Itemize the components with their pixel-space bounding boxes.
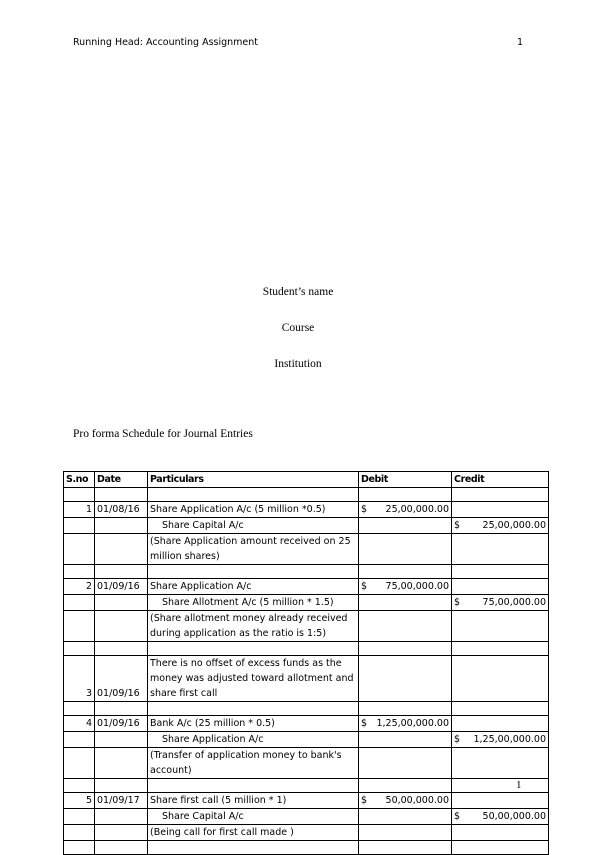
credit-particular: Share Allotment A/c (5 million * 1.5) bbox=[148, 595, 359, 611]
entry-number: 5 bbox=[64, 793, 95, 809]
table-row bbox=[64, 579, 549, 595]
credit-amount: 75,00,000.00 bbox=[482, 597, 546, 608]
credit-amount: 1,25,00,000.00 bbox=[473, 734, 546, 745]
entry-number: 3 bbox=[64, 656, 95, 702]
currency-symbol: $ bbox=[454, 734, 461, 745]
narration: (Share allotment money already received during application as the ratio is 1:5) bbox=[148, 611, 359, 642]
entry-date: 01/09/16 bbox=[95, 716, 148, 732]
credit-particular: Share Capital A/c bbox=[148, 518, 359, 534]
entry-date: 01/09/16 bbox=[95, 579, 148, 595]
currency-symbol: $ bbox=[454, 597, 461, 608]
col-header-particulars: Particulars bbox=[148, 472, 359, 488]
narration: (Share Application amount received on 25 million shares) bbox=[148, 534, 359, 565]
course: Course bbox=[281, 322, 315, 334]
blank-row bbox=[64, 488, 549, 502]
entry-note: There is no offset of excess funds as the money was adjusted toward allotment and share first call bbox=[148, 656, 359, 702]
col-header-debit: Debit bbox=[359, 472, 452, 488]
footer-page-number: 1 bbox=[516, 779, 522, 791]
blank-row bbox=[64, 702, 549, 716]
table-row bbox=[64, 518, 549, 534]
currency-symbol: $ bbox=[361, 795, 368, 806]
debit-amount: 25,00,000.00 bbox=[385, 504, 449, 515]
table-row bbox=[64, 732, 549, 748]
debit-amount-cell bbox=[359, 502, 452, 518]
debit-amount-cell bbox=[359, 716, 452, 732]
currency-symbol: $ bbox=[361, 718, 368, 729]
table-row bbox=[64, 825, 549, 841]
credit-amount-cell bbox=[452, 809, 549, 825]
table-row bbox=[64, 716, 549, 732]
currency-symbol: $ bbox=[454, 520, 461, 531]
debit-particular: Share Application A/c (5 million *0.5) bbox=[148, 502, 359, 518]
credit-amount-cell bbox=[452, 518, 549, 534]
credit-amount-cell bbox=[452, 732, 549, 748]
entry-number: 1 bbox=[64, 502, 95, 518]
credit-amount-cell bbox=[452, 595, 549, 611]
table-row bbox=[64, 534, 549, 565]
running-head: Running Head: Accounting Assignment bbox=[73, 37, 259, 48]
entry-date: 01/09/16 bbox=[95, 656, 148, 702]
entry-date: 01/09/17 bbox=[95, 793, 148, 809]
table-row bbox=[64, 611, 549, 642]
blank-row bbox=[64, 779, 549, 793]
debit-particular: Share first call (5 million * 1) bbox=[148, 793, 359, 809]
table-row bbox=[64, 595, 549, 611]
currency-symbol: $ bbox=[454, 811, 461, 822]
credit-particular: Share Application A/c bbox=[148, 732, 359, 748]
entry-date: 01/08/16 bbox=[95, 502, 148, 518]
credit-amount: 25,00,000.00 bbox=[482, 520, 546, 531]
table-row bbox=[64, 793, 549, 809]
col-header-sno: S.no bbox=[64, 472, 95, 488]
narration: (Transfer of application money to bank's account) bbox=[148, 748, 359, 779]
blank-row bbox=[64, 841, 549, 855]
credit-amount: 50,00,000.00 bbox=[482, 811, 546, 822]
entry-number: 4 bbox=[64, 716, 95, 732]
student-name: Student’s name bbox=[262, 286, 334, 298]
col-header-date: Date bbox=[95, 472, 148, 488]
currency-symbol: $ bbox=[361, 504, 368, 515]
table-row bbox=[64, 656, 549, 702]
currency-symbol: $ bbox=[361, 581, 368, 592]
table-row bbox=[64, 748, 549, 779]
debit-amount-cell bbox=[359, 579, 452, 595]
credit-particular: Share Capital A/c bbox=[148, 809, 359, 825]
debit-amount: 1,25,00,000.00 bbox=[376, 718, 449, 729]
debit-amount: 75,00,000.00 bbox=[385, 581, 449, 592]
schedule-title: Pro forma Schedule for Journal Entries bbox=[73, 428, 253, 440]
col-header-credit: Credit bbox=[452, 472, 549, 488]
blank-row bbox=[64, 565, 549, 579]
debit-particular: Bank A/c (25 million * 0.5) bbox=[148, 716, 359, 732]
debit-amount: 50,00,000.00 bbox=[385, 795, 449, 806]
header-page-number: 1 bbox=[516, 37, 523, 48]
table-row bbox=[64, 809, 549, 825]
debit-particular: Share Application A/c bbox=[148, 579, 359, 595]
table-header-row bbox=[64, 472, 549, 488]
table-row bbox=[64, 502, 549, 518]
debit-amount-cell bbox=[359, 793, 452, 809]
journal-table bbox=[63, 471, 549, 855]
entry-number: 2 bbox=[64, 579, 95, 595]
narration: (Being call for first call made ) bbox=[148, 825, 359, 841]
blank-row bbox=[64, 642, 549, 656]
institution: Institution bbox=[274, 358, 322, 370]
